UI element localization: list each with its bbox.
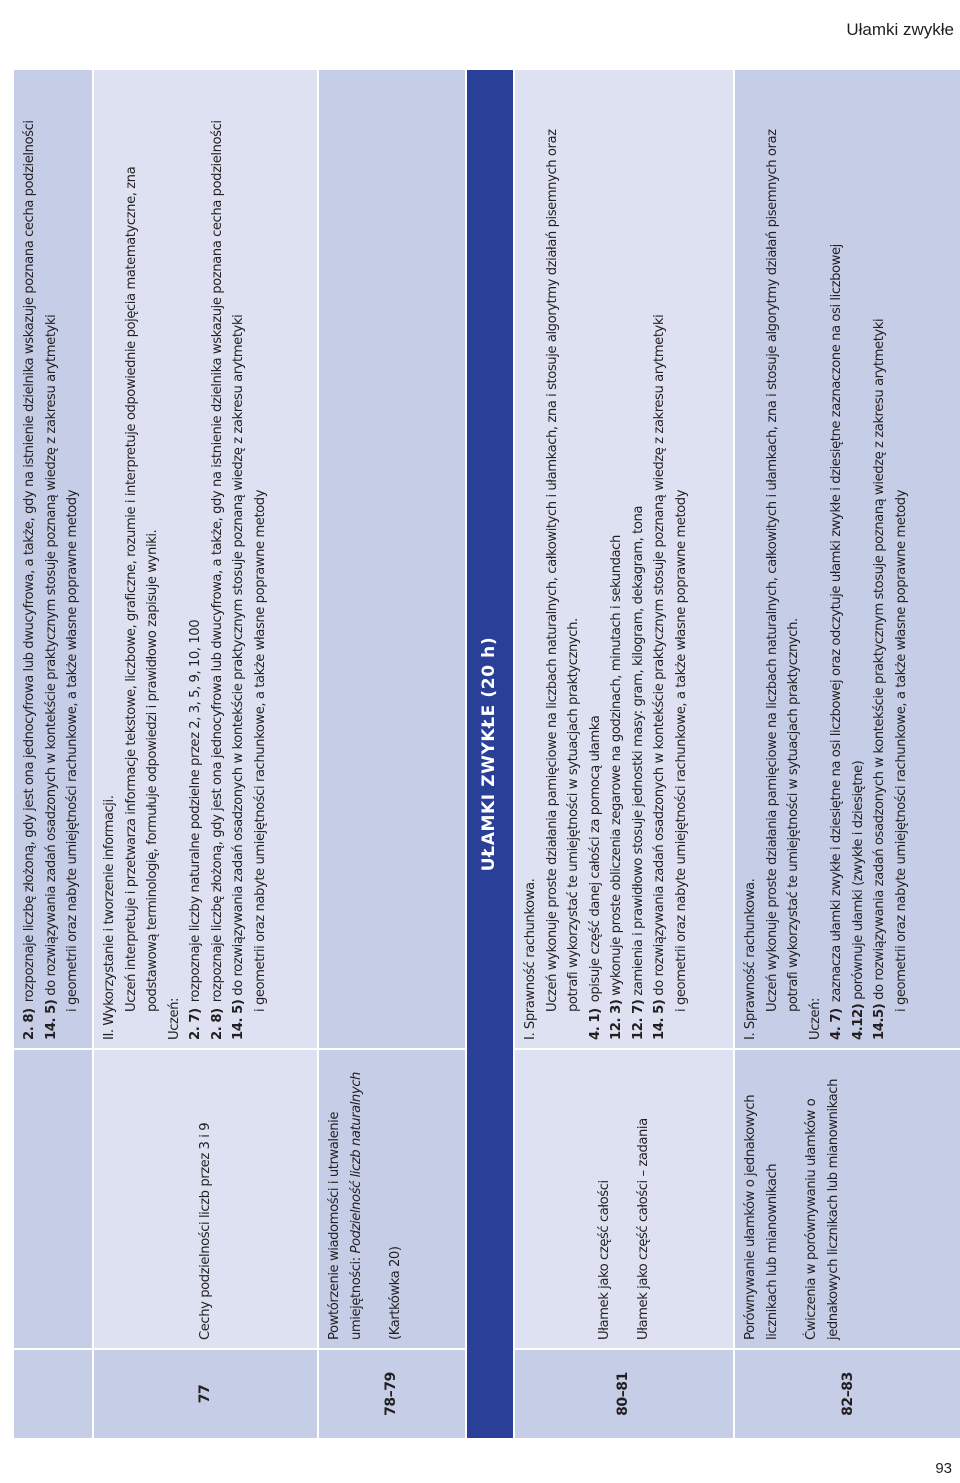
rotated-table [12, 70, 960, 1440]
requirement-item: 12. 7) zamienia i prawidłowo stosuje jednostki masy: gram, kilogram, dekagram, tona [630, 505, 646, 1040]
topic-title: Porównywanie ułamków o jednakowych licznikach lub mianownikach [743, 1094, 780, 1340]
section-heading: I. Sprawność rachunkowa. [523, 878, 538, 1040]
requirements-cell [13, 69, 93, 1049]
requirement-item: 12. 3) wykonuje proste obliczenia zegarowe na godzinach, minutach i sekundach [609, 535, 624, 1040]
requirements-cell [318, 69, 466, 1049]
learner-label: Uczeń: [807, 997, 823, 1040]
lesson-number-cell: 80–81 [514, 1349, 734, 1439]
requirement-continuation: i geometrii oraz nabyte umiejętności rachunkowe, a także własne poprawne metody [252, 489, 268, 1012]
requirements-cell [734, 69, 960, 1049]
requirement-item: 4.12) porównuje ułamki (zwykłe i dziesiętne) [850, 760, 866, 1040]
requirement-item: 2. 7) rozpoznaje liczby naturalne podzielne przez 2, 3, 5, 9, 10, 100 [188, 619, 203, 1040]
requirement-item: 14. 5) do rozwiązywania zadań osadzonych w kontekście praktycznym stosuje poznaną wiedzę z zakresu arytmetyki [652, 314, 667, 1040]
requirement-continuation: i geometrii oraz nabyte umiejętności rachunkowe, a także własne poprawne metody [893, 489, 909, 1012]
requirement-continuation: i geometrii oraz nabyte umiejętności rachunkowe, a także własne poprawne metody [673, 489, 689, 1012]
requirement-item: 14.5) do rozwiązywania zadań osadzonych w kontekście praktycznym stosuje poznaną wiedzę z zakresu arytmetyki [872, 318, 887, 1040]
topic-cell [13, 1049, 93, 1349]
lesson-number-cell [13, 1349, 93, 1439]
quiz-note: (Kartkówka 20) [388, 1246, 403, 1340]
table-row [318, 69, 466, 1439]
section-heading: I. Sprawność rachunkowa. [743, 878, 758, 1040]
topic-title: Ułamek jako część całości [596, 1180, 612, 1340]
lesson-number-cell: 78–79 [318, 1349, 466, 1439]
table-row [93, 69, 318, 1439]
requirement-item: 2. 8) rozpoznaje liczbę złożoną, gdy jest ona jednocyfrowa lub dwucyfrowa, a także, gdy na istnienie dzielnika wskazuje poznana cecha podzielności [209, 120, 225, 1040]
topic-cell [734, 1049, 960, 1349]
topic-cell [93, 1049, 318, 1349]
section-intro: Uczeń interpretuje i przetwarza informacje tekstowe, liczbowe, graficzne, rozumie i interpretuje odpowiednie pojęcia matematyczne, zna [123, 166, 139, 1012]
topic-title: Ułamek jako część całości – zadania [636, 1118, 651, 1340]
requirement-item: 14. 5) do rozwiązywania zadań osadzonych w kontekście praktycznym stosuje poznaną wiedzę z zakresu arytmetyki [231, 314, 246, 1040]
topic-title: Cechy podzielności liczb przez 3 i 9 [197, 1122, 213, 1340]
section-intro: potrafi wykorzystać te umiejętności w sytuacjach praktycznych. [786, 618, 801, 1012]
section-intro: Uczeń wykonuje proste działania pamięciowe na liczbach naturalnych, całkowitych i ułamkach, zna i stosuje algorytmy działań pisemnych oraz [544, 129, 560, 1012]
topic-cell [514, 1049, 734, 1349]
table-row [13, 69, 93, 1439]
topic-title: Ćwiczenia w porównywaniu ułamków o jednakowych licznikach lub mianownikach [804, 1079, 841, 1340]
section-heading: II. Wykorzystanie i tworzenie informacji. [102, 795, 117, 1040]
topic-title: Powtórzenie wiadomości i utrwalenie umiejętności: Podzielność liczb naturalnych [327, 1072, 364, 1340]
section-banner [466, 69, 514, 1439]
table-row [734, 69, 960, 1439]
topic-cell [318, 1049, 466, 1349]
lesson-number-cell: 82–83 [734, 1349, 960, 1439]
section-intro: podstawową terminologię, formułuje odpowiedzi i prawidłowo zapisuje wyniki. [145, 529, 160, 1012]
section-banner-title: UŁAMKI ZWYKŁE (20 h) [466, 69, 514, 1439]
lesson-number-cell: 77 [93, 1349, 318, 1439]
curriculum-table-frame [12, 70, 960, 1440]
requirements-cell [93, 69, 318, 1049]
requirement-item: 4. 1) opisuje część danej całości za pomocą ułamka [587, 715, 603, 1040]
section-intro: potrafi wykorzystać te umiejętności w sytuacjach praktycznych. [566, 618, 581, 1012]
table-row [514, 69, 734, 1439]
page-number: 93 [935, 1460, 952, 1477]
requirement-item: 2. 8) rozpoznaje liczbę złożoną, gdy jest ona jednocyfrowa lub dwucyfrowa, a także, gdy na istnienie dzielnika wskazuje poznana cecha podzielności [22, 120, 37, 1040]
requirement-item: 14. 5) do rozwiązywania zadań osadzonych w kontekście praktycznym stosuje poznaną wiedzę z zakresu arytmetyki [43, 314, 59, 1040]
section-intro: Uczeń wykonuje proste działania pamięciowe na liczbach naturalnych, całkowitych i ułamkach, zna i stosuje algorytmy działań pisemnych oraz [764, 129, 780, 1012]
curriculum-table [12, 68, 960, 1440]
learner-label: Uczeń: [166, 997, 182, 1040]
requirement-continuation: i geometrii oraz nabyte umiejętności rachunkowe, a także własne poprawne metody [65, 489, 80, 1012]
running-head: Ułamki zwykłe [846, 20, 954, 39]
requirements-cell [514, 69, 734, 1049]
requirement-item: 4. 7) zaznacza ułamki zwykłe i dziesiętne na osi liczbowej oraz odczytuje ułamki zwykłe i dziesiętne zaznaczone na osi liczbowej [829, 244, 844, 1040]
